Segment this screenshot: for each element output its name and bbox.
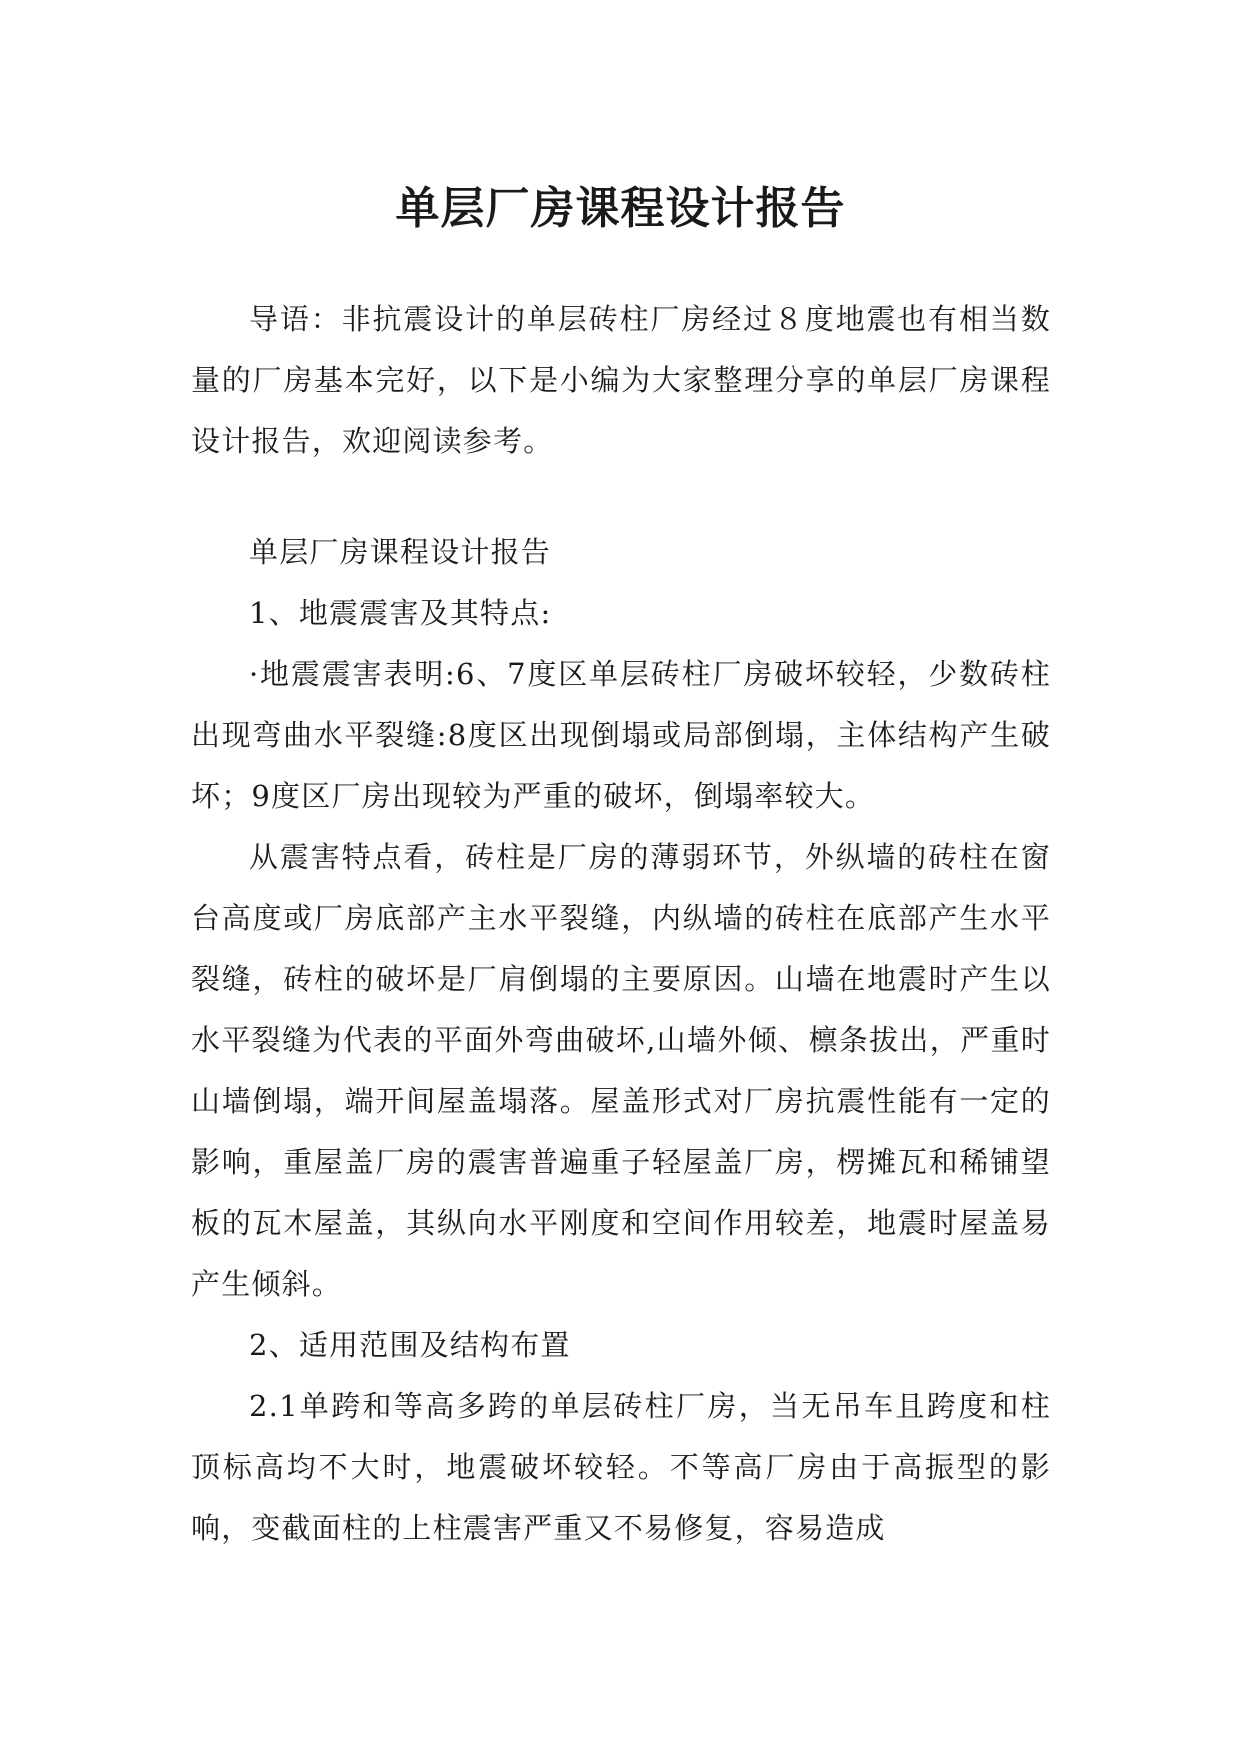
main-section <box>191 522 1051 1559</box>
subsection-heading: 2、适用范围及结构布置 <box>249 1328 571 1362</box>
intro-section <box>191 289 1051 472</box>
subsection-heading: 1、地震震害及其特点: <box>249 596 552 630</box>
body-paragraph: 从震害特点看，砖柱是厂房的薄弱环节，外纵墙的砖柱在窗台高度或厂房底部产主水平裂缝，内纵墙的砖柱在底部产生水平裂缝，砖柱的破坏是厂肩倒塌的主要原因。山墙在地震时产生以水平裂缝为代表的平面外弯曲破坏,山墙外倾、檩条拔出，严重时山墙倒塌，端开间屋盖塌落。屋盖形式对厂房抗震性能有一定的影响，重屋盖厂房的震害普遍重子轻屋盖厂房，楞摊瓦和稀铺望板的瓦木屋盖，其纵向水平刚度和空间作用较差，地震时屋盖易产生倾斜。 <box>191 840 1051 1301</box>
section-heading: 单层厂房课程设计报告 <box>249 535 552 569</box>
body-paragraph: 2.1单跨和等高多跨的单层砖柱厂房，当无吊车且跨度和柱顶标高均不大时，地震破坏较轻。不等高厂房由于高振型的影响，变截面柱的上柱震害严重又不易修复，容易造成 <box>191 1389 1051 1545</box>
document-title: 单层厂房课程设计报告 <box>395 183 846 235</box>
intro-paragraph: 导语：非抗震设计的单层砖柱厂房经过８度地震也有相当数量的厂房基本完好，以下是小编为大家整理分享的单层厂房课程设计报告，欢迎阅读参考。 <box>191 302 1051 458</box>
body-paragraph: ·地震震害表明:6、7度区单层砖柱厂房破坏较轻，少数砖柱出现弯曲水平裂缝:8度区出现倒塌或局部倒塌，主体结构产生破坏；9度区厂房出现较为严重的破坏，倒塌率较大。 <box>191 657 1051 813</box>
